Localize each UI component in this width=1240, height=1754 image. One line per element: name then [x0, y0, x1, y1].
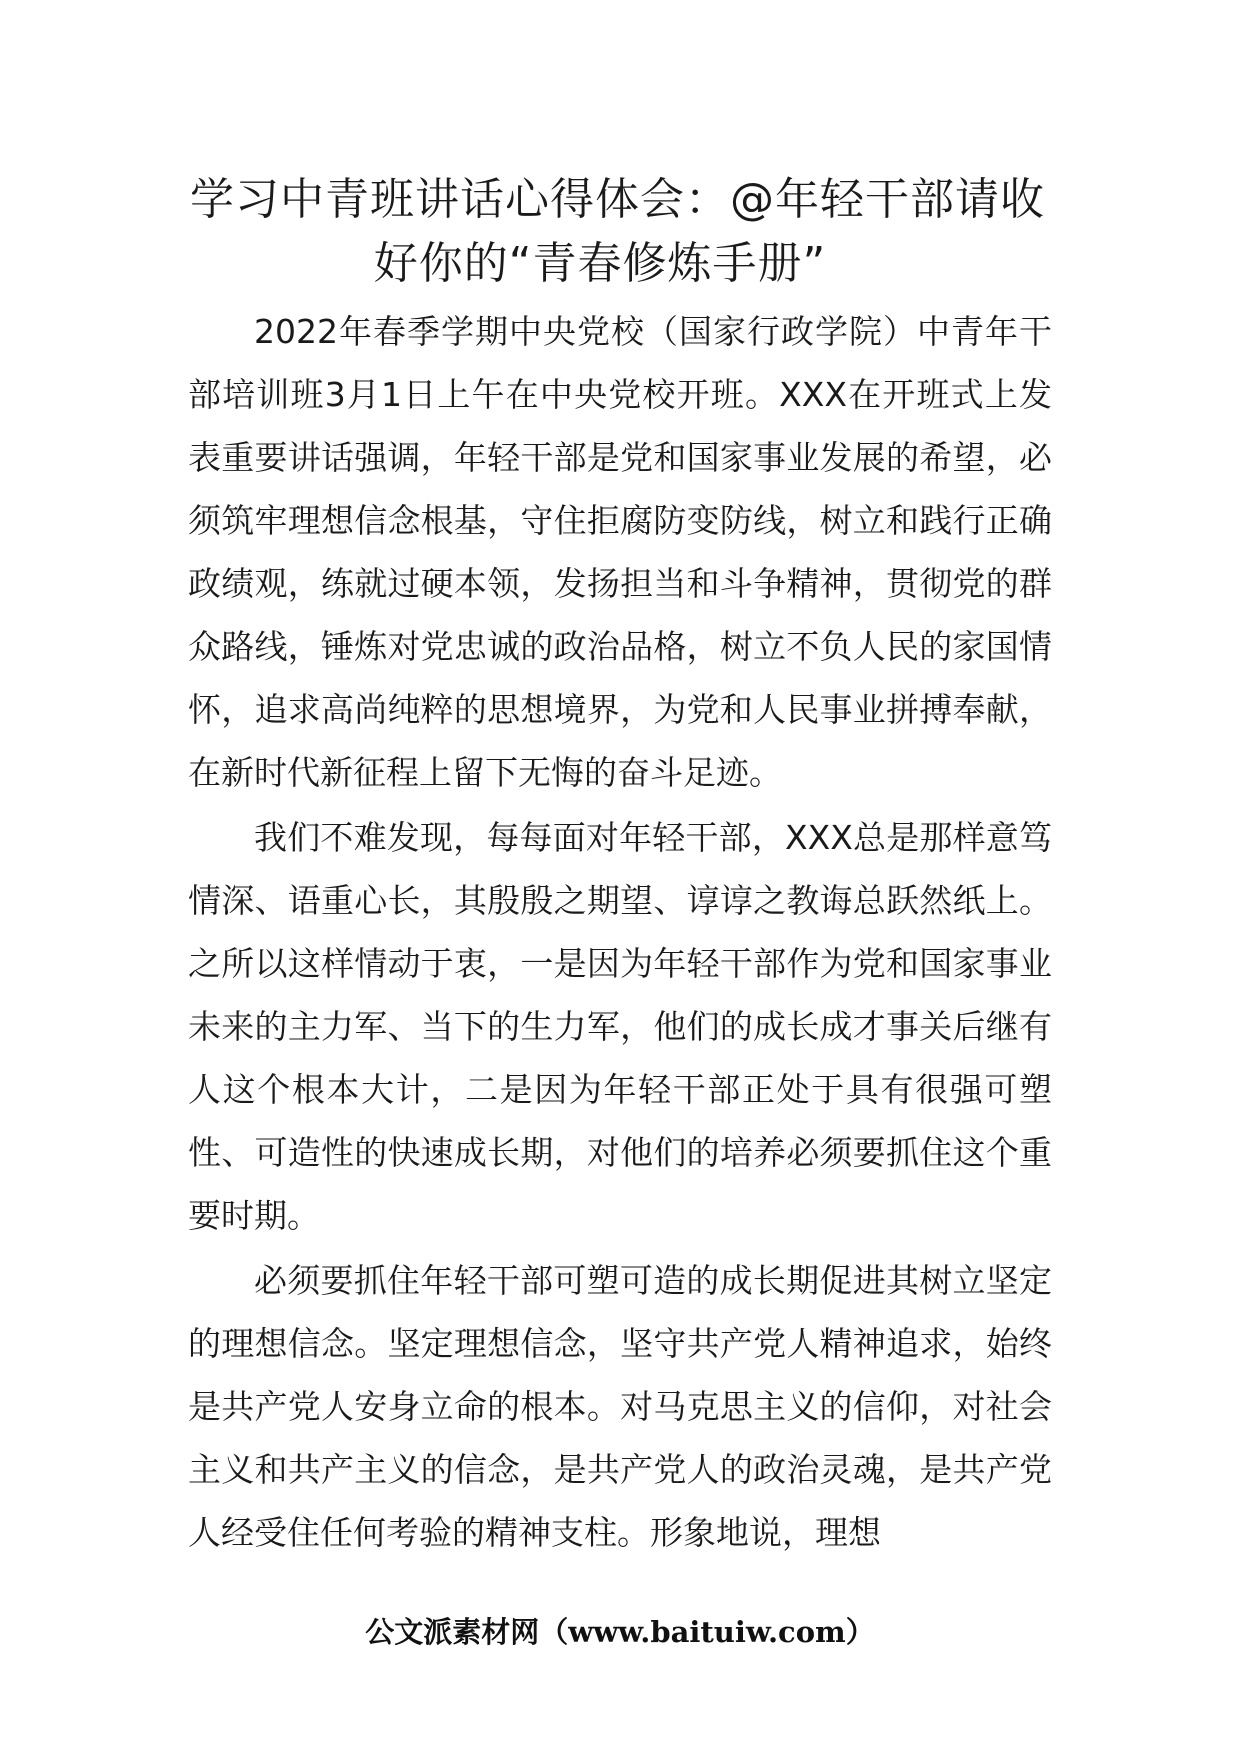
- paragraph-2: 我们不难发现，每每面对年轻干部，XXX总是那样意笃情深、语重心长，其殷殷之期望、谆谆之教诲总跃然纸上。之所以这样情动于衷，一是因为年轻干部作为党和国家事业未来的主力军、当下的生力军，他们的成长成才事关后继有人这个根本大计，二是因为年轻干部正处于具有很强可塑性、可造性的快速成长期，对他们的培养必须要抓住这个重要时期。: [188, 818, 1052, 1235]
- document-body: [188, 300, 1052, 1566]
- title-line-2: 好你的“青春修炼手册”: [373, 238, 827, 289]
- footer-source: 公文派素材网（www.baituiw.com）: [365, 1615, 875, 1649]
- paragraph-1: 2022年春季学期中央党校（国家行政学院）中青年干部培训班3月1日上午在中央党校开班。XXX在开班式上发表重要讲话强调，年轻干部是党和国家事业发展的希望，必须筑牢理想信念根基，守住拒腐防变防线，树立和践行正确政绩观，练就过硬本领，发扬担当和斗争精神，贯彻党的群众路线，锤炼对党忠诚的政治品格，树立不负人民的家国情怀，追求高尚纯粹的思想境界，为党和人民事业拼搏奉献，在新时代新征程上留下无悔的奋斗足迹。: [188, 312, 1052, 792]
- document-title: [190, 168, 1050, 296]
- paragraph-3: 必须要抓住年轻干部可塑可造的成长期促进其树立坚定的理想信念。坚定理想信念，坚守共产党人精神追求，始终是共产党人安身立命的根本。对马克思主义的信仰，对社会主义和共产主义的信念，是共产党人的政治灵魂，是共产党人经受住任何考验的精神支柱。形象地说，理想: [188, 1261, 1052, 1552]
- title-line-1: 学习中青班讲话心得体会：@年轻干部请收: [190, 174, 1045, 225]
